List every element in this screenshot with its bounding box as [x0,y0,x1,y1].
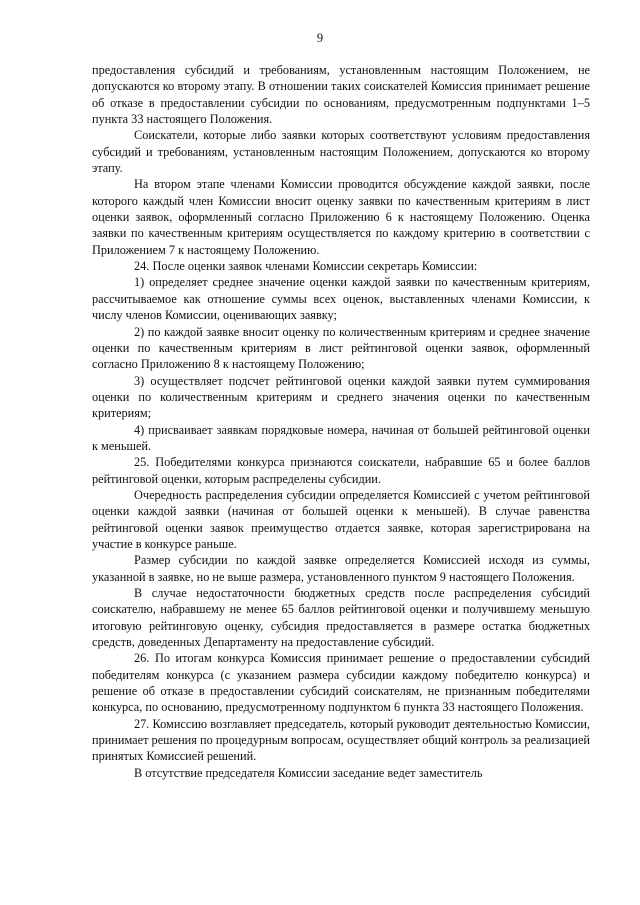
paragraph-clause-25: 25. Победителями конкурса признаются соискатели, набравшие 65 и более баллов рейтинговой оценки, которым распределены субсидии. [92,455,590,486]
paragraph-continuation: предоставления субсидий и требованиям, установленным настоящим Положением, не допускаются ко второму этапу. В отношении таких соискателей Комиссия принимает решение об отказе в предоставлении субсидии по основаниям, предусмотренным подпунктами 1–5 пункта 33 настоящего Положения. [92,63,590,127]
paragraph-clause-24-item-4: 4) присваивает заявкам порядковые номера, начиная от большей рейтинговой оценки к меньшей. [92,422,590,453]
paragraph-clause-26: 26. По итогам конкурса Комиссия принимает решение о предоставлении субсидий победителям конкурса (с указанием размера субсидии каждому победителю конкурса) и решение об отказе в предоставлении субсидий соискателям, не признанным победителями конкурса, по основанию, предусмотренному подпунктом 6 пункта 33 настоящего Положения. [92,651,590,715]
paragraph-subsidy-size: Размер субсидии по каждой заявке определяется Комиссией исходя из суммы, указанной в заявке, но не выше размера, установленного пунктом 9 настоящего Положения. [92,553,590,584]
paragraph-clause-24-item-3: 3) осуществляет подсчет рейтинговой оценки каждой заявки путем суммирования оценки по количественным критериям и среднего значения оценки по качественным критериям; [92,373,590,421]
paragraph-clause-24-item-2: 2) по каждой заявке вносит оценку по количественным критериям и среднее значение оценки по качественным критериям в лист рейтинговой оценки заявок, оформленный согласно Приложению 8 к настоящему Положению; [92,324,590,372]
paragraph-applicants-admitted: Соискатели, которые либо заявки которых соответствуют условиям предоставления субсидий и требованиям, установленным настоящим Положением, допускаются ко второму этапу. [92,128,590,176]
paragraph-insufficient-funds: В случае недостаточности бюджетных средств после распределения субсидий соискателю, набравшему не менее 65 баллов рейтинговой оценки и получившему меньшую итоговую рейтинговую оценку, субсидия предоставляется в размере остатка бюджетных средств, доведенных Департаменту на предоставление субсидий. [92,586,590,650]
paragraph-clause-24: 24. После оценки заявок членами Комиссии секретарь Комиссии: [134,259,478,274]
document-body [92,62,590,781]
paragraph-distribution-order: Очередность распределения субсидии определяется Комиссией с учетом рейтинговой оценки каждой заявки (начиная от большей оценки к меньшей). В случае равенства рейтинговой оценки заявок преимущество отдается заявке, которая зарегистрирована на участие в конкурсе раньше. [92,487,590,551]
paragraph-clause-24-item-1: 1) определяет среднее значение оценки каждой заявки по качественным критериям, рассчитываемое как отношение суммы всех оценок, выставленных членами Комиссии, к числу членов Комиссии, оценивающих заявку; [92,275,590,323]
paragraph-clause-27: 27. Комиссию возглавляет председатель, который руководит деятельностью Комиссии, принимает решения по процедурным вопросам, осуществляет общий контроль за реализацией принятых Комиссией решений. [92,716,590,764]
paragraph-chairman-absence: В отсутствие председателя Комиссии заседание ведет заместитель [134,765,483,780]
page-number: 9 [316,31,324,45]
paragraph-second-stage: На втором этапе членами Комиссии проводится обсуждение каждой заявки, после которого каждый член Комиссии вносит оценку заявки по качественным критериям в лист оценки заявок, оформленный согласно Приложению 6 к настоящему Положению. Оценка заявки по качественным критериям осуществляется по каждому критерию в соответствии с Приложением 7 к настоящему Положению. [92,177,590,257]
